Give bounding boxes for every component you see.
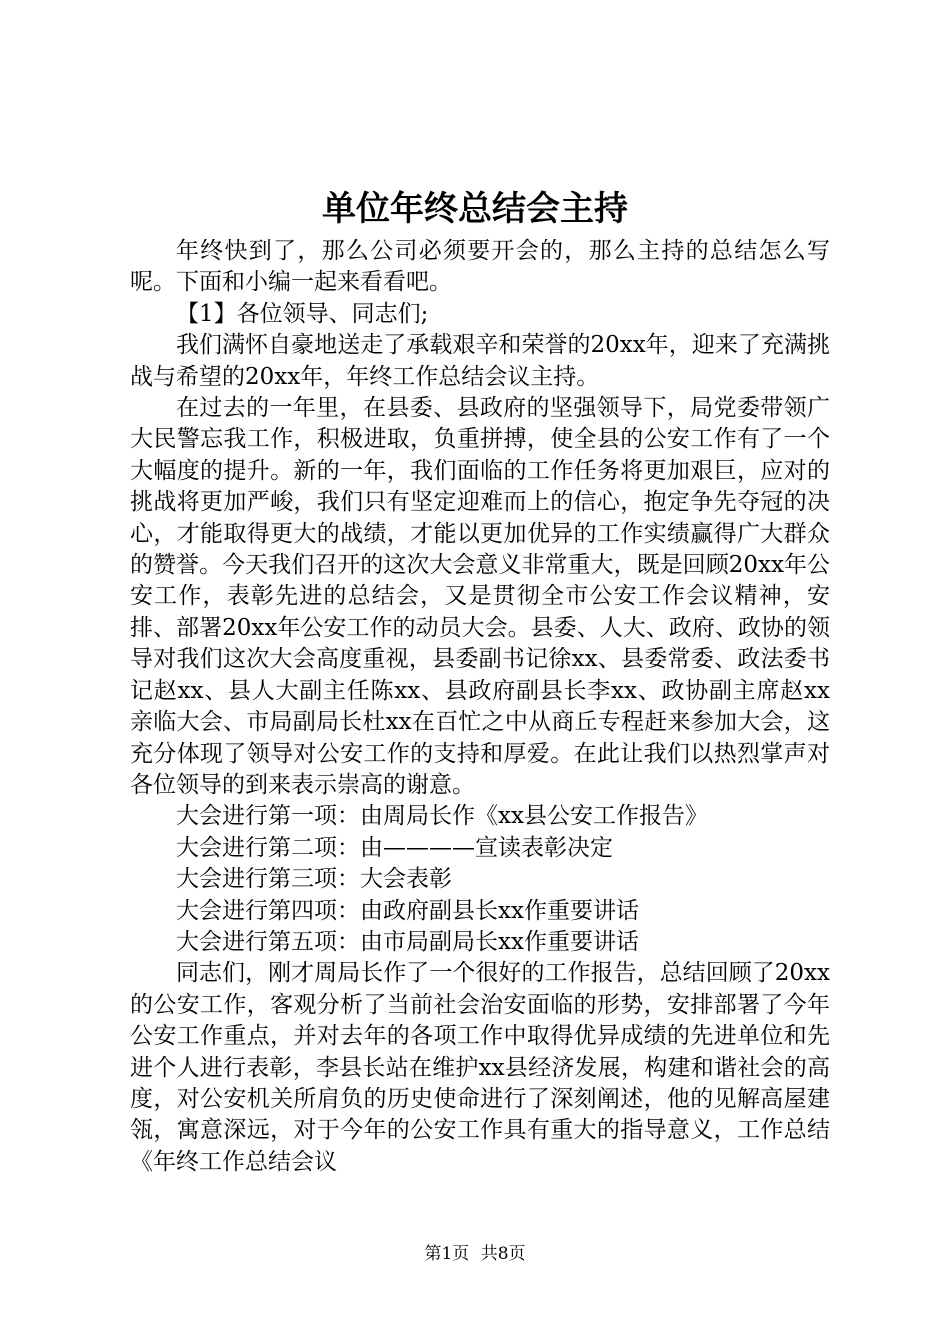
agenda-item-4: 大会进行第四项：由政府副县长xx作重要讲话 xyxy=(176,897,639,924)
paragraph-summary: 同志们，刚才周局长作了一个很好的工作报告，总结回顾了20xx的公安工作，客观分析了当前社会治安面临的形势，安排部署了今年公安工作重点，并对去年的各项工作中取得优异成绩的先进单位和先进个人进行表彰，李县长站在维护xx县经济发展，构建和谐社会的高度，对公安机关所肩负的历史使命进行了深刻阐述，他的见解高屋建瓴，寓意深远，对于今年的公安工作具有重大的指导意义，工作总结《年终工作总结会议 xyxy=(130,960,830,1175)
page-total: 共8页 xyxy=(480,1244,526,1264)
agenda-item-2: 大会进行第二项：由————宣读表彰决定 xyxy=(176,834,613,861)
document-body xyxy=(130,236,830,1178)
paragraph-review: 在过去的一年里，在县委、县政府的坚强领导下，局党委带领广大民警忘我工作，积极进取，负重拼搏，使全县的公安工作有了一个大幅度的提升。新的一年，我们面临的工作任务将更加艰巨，应对的挑战将更加严峻，我们只有坚定迎难而上的信心，抱定争先夺冠的决心，才能取得更大的战绩，才能以更加优异的工作实绩赢得广大群众的赞誉。今天我们召开的这次大会意义非常重大，既是回顾20xx年公安工作，表彰先进的总结会，又是贯彻全市公安工作会议精神，安排、部署20xx年公安工作的动员大会。县委、人大、政府、政协的领导对我们这次大会高度重视，县委副书记徐xx、县委常委、政法委书记赵xx、县人大副主任陈xx、县政府副县长李xx、政协副主席赵xx亲临大会、市局副局长杜xx在百忙之中从商丘专程赶来参加大会，这充分体现了领导对公安工作的支持和厚爱。在此让我们以热烈掌声对各位领导的到来表示崇高的谢意。 xyxy=(130,395,830,798)
agenda-item-5: 大会进行第五项：由市局副局长xx作重要讲话 xyxy=(176,928,639,955)
document-title: 单位年终总结会主持 xyxy=(322,189,628,229)
paragraph-opening: 我们满怀自豪地送走了承载艰辛和荣誉的20xx年，迎来了充满挑战与希望的20xx年，年终工作总结会议主持。 xyxy=(130,332,830,390)
page-number: 第1页 xyxy=(424,1244,470,1264)
page-footer xyxy=(0,1242,950,1266)
agenda-item-3: 大会进行第三项：大会表彰 xyxy=(176,866,452,893)
paragraph-intro: 年终快到了，那么公司必须要开会的，那么主持的总结怎么写呢。下面和小编一起来看看吧。 xyxy=(130,238,830,296)
paragraph-salutation: 【1】各位领导、同志们; xyxy=(176,300,429,327)
agenda-item-1: 大会进行第一项：由周局长作《xx县公安工作报告》 xyxy=(176,803,708,830)
